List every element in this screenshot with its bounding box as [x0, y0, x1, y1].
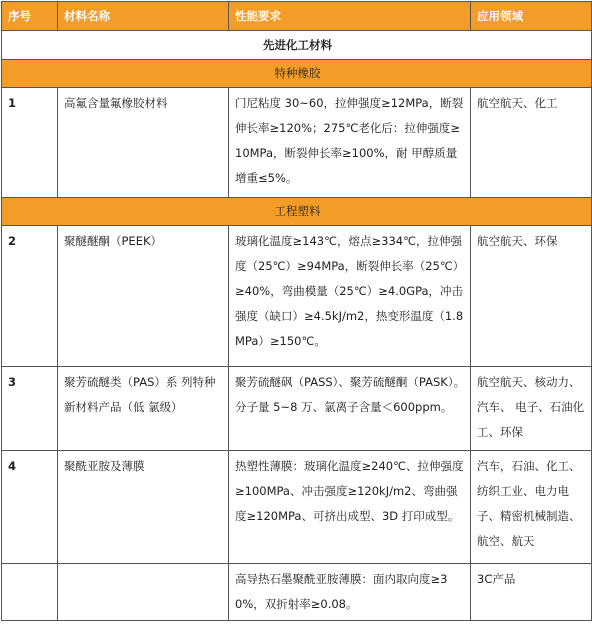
table-row — [2, 564, 592, 621]
header-material-name: 材料名称 — [58, 2, 229, 31]
header-performance: 性能要求 — [229, 2, 471, 31]
header-serial: 序号 — [2, 2, 58, 31]
table-row — [2, 451, 592, 564]
row-application: 汽车，石油、化工、纺织工业、电力电子、精密机械制造、航空、航天 — [471, 451, 592, 564]
section-row — [2, 60, 592, 88]
row-application: 航空航天、环保 — [471, 226, 592, 367]
materials-table — [1, 1, 592, 621]
section-title: 工程塑料 — [2, 198, 592, 226]
row-material-name: 聚酰亚胺及薄膜 — [58, 451, 229, 564]
table-row — [2, 226, 592, 367]
row-performance: 高导热石墨聚酰亚胺薄膜：面内取向度≥30%，双折射率≥0.08。 — [229, 564, 471, 621]
section-row — [2, 198, 592, 226]
row-number: 3 — [2, 367, 58, 451]
row-application: 3C产品 — [471, 564, 592, 621]
row-material-name: 高氟含量氟橡胶材料 — [58, 88, 229, 198]
row-application: 航空航天、化工 — [471, 88, 592, 198]
row-performance: 热塑性薄膜：玻璃化温度≥240℃、拉伸强度≥100MPa、冲击强度≥120kJ/m2、弯曲强度≥120MPa、可挤出成型、3D 打印成型。 — [229, 451, 471, 564]
row-number: 4 — [2, 451, 58, 564]
row-number: 2 — [2, 226, 58, 367]
row-number: 1 — [2, 88, 58, 198]
row-material-name — [58, 564, 229, 621]
row-number — [2, 564, 58, 621]
row-performance: 玻璃化温度≥143℃，熔点≥334℃，拉伸强度（25℃）≥94MPa，断裂伸长率（25℃）≥40%，弯曲模量（25℃）≥4.0GPa，冲击强度（缺口）≥4.5kJ/m2，热变形温度（1.8MPa）≥150℃。 — [229, 226, 471, 367]
row-performance: 聚芳硫醚砜（PASS）、聚芳硫醚酮（PASK）。分子量 5~8 万、氯离子含量＜600ppm。 — [229, 367, 471, 451]
table-row — [2, 367, 592, 451]
row-material-name: 聚醚醚酮（PEEK） — [58, 226, 229, 367]
row-material-name: 聚芳硫醚类（PAS）系 列特种新材料产品（低 氯级） — [58, 367, 229, 451]
table-header-row — [2, 2, 592, 31]
row-application: 航空航天、核动力、汽车、 电子、石油化工、环保 — [471, 367, 592, 451]
header-application: 应用领域 — [471, 2, 592, 31]
row-performance: 门尼粘度 30~60，拉伸强度≥12MPa，断裂伸长率≥120%；275℃老化后：拉伸强度≥10MPa，断裂伸长率≥100%，耐 甲醇质量增重≤5%。 — [229, 88, 471, 198]
category-title: 先进化工材料 — [2, 31, 592, 60]
table-row — [2, 88, 592, 198]
section-title: 特种橡胶 — [2, 60, 592, 88]
category-row — [2, 31, 592, 60]
